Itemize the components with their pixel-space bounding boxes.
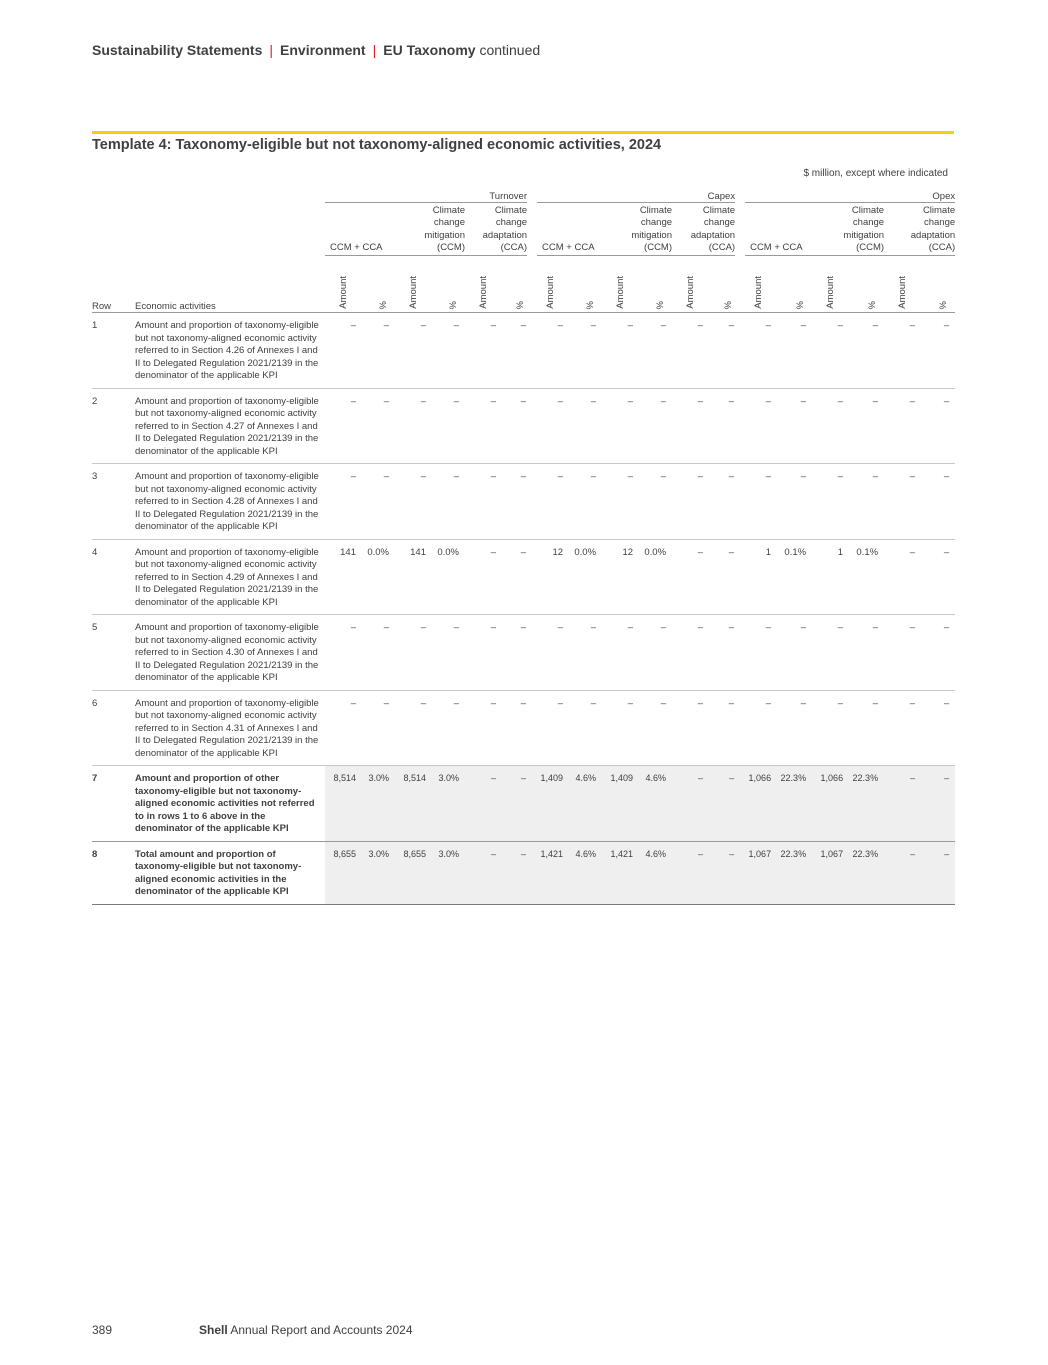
section-divider (92, 131, 954, 134)
cell-amount: – (740, 313, 777, 389)
cell-percent: – (502, 766, 532, 842)
sub-header-ccm-cca: CCM + CCA (740, 203, 812, 256)
col-header-pct: % (432, 256, 465, 313)
cell-amount: – (812, 464, 849, 540)
table-row (92, 539, 955, 615)
cell-amount: 1,066 (740, 766, 777, 842)
cell-amount: – (884, 615, 921, 691)
cell-amount: – (740, 464, 777, 540)
cell-percent: 4.6% (569, 841, 602, 904)
cell-amount: 1,421 (532, 841, 569, 904)
table-title: Template 4: Taxonomy-eligible but not taxonomy-aligned economic activities, 2024 (92, 137, 662, 153)
cell-percent: – (639, 690, 672, 766)
col-header-pct: % (502, 256, 532, 313)
row-number: 8 (92, 841, 124, 904)
col-header-amount: Amount (465, 256, 502, 313)
sub-header-ccm-cca: CCM + CCA (325, 203, 395, 256)
cell-percent: 0.0% (569, 539, 602, 615)
cell-percent: – (849, 464, 884, 540)
cell-amount: – (884, 388, 921, 464)
cell-percent: 3.0% (432, 766, 465, 842)
cell-amount: – (532, 690, 569, 766)
cell-percent: – (921, 539, 955, 615)
cell-amount: – (812, 313, 849, 389)
breadcrumb (92, 42, 540, 58)
cell-amount: – (672, 464, 709, 540)
cell-amount: – (672, 690, 709, 766)
cell-amount: – (532, 464, 569, 540)
cell-amount: – (602, 615, 639, 691)
col-header-amount: Amount (395, 256, 432, 313)
breadcrumb-sustainability-link[interactable]: Sustainability Statements (92, 42, 263, 58)
cell-percent: 4.6% (569, 766, 602, 842)
cell-amount: – (465, 464, 502, 540)
cell-amount: – (672, 615, 709, 691)
cell-percent: – (777, 388, 812, 464)
group-header-opex: Opex (740, 190, 955, 203)
col-header-pct: % (569, 256, 602, 313)
cell-amount: – (672, 766, 709, 842)
taxonomy-table (92, 190, 955, 905)
cell-amount: – (325, 464, 362, 540)
cell-percent: – (432, 464, 465, 540)
cell-percent: – (639, 615, 672, 691)
cell-amount: – (884, 766, 921, 842)
cell-amount: – (465, 766, 502, 842)
cell-amount: – (325, 313, 362, 389)
cell-amount: – (812, 615, 849, 691)
cell-percent: – (502, 313, 532, 389)
cell-percent: 22.3% (849, 841, 884, 904)
row-number: 6 (92, 690, 124, 766)
row-number: 5 (92, 615, 124, 691)
cell-amount: – (672, 539, 709, 615)
cell-amount: 1,409 (532, 766, 569, 842)
sub-header-ccm-cca: CCM + CCA (532, 203, 602, 256)
cell-percent: – (362, 313, 395, 389)
cell-percent: – (849, 313, 884, 389)
cell-amount: 1,066 (812, 766, 849, 842)
cell-amount: – (602, 690, 639, 766)
cell-percent: – (709, 464, 740, 540)
row-activity-description: Amount and proportion of taxonomy-eligible but not taxonomy-aligned economic activity referred to in Section 4.31 of Annexes I and II to Delegated Regulation 2021/2139 in the denominator of the applicable KPI (124, 690, 325, 766)
cell-percent: – (569, 313, 602, 389)
cell-percent: – (709, 539, 740, 615)
page-number: 389 (92, 1323, 113, 1337)
cell-percent: 3.0% (432, 841, 465, 904)
cell-percent: – (639, 313, 672, 389)
col-header-row: Row (92, 256, 124, 313)
col-header-pct: % (709, 256, 740, 313)
cell-amount: – (465, 615, 502, 691)
col-header-amount: Amount (532, 256, 569, 313)
cell-amount: 8,655 (395, 841, 432, 904)
cell-percent: – (921, 841, 955, 904)
breadcrumb-continued: continued (479, 42, 541, 58)
row-number: 2 (92, 388, 124, 464)
cell-percent: – (569, 690, 602, 766)
cell-amount: – (532, 313, 569, 389)
row-activity-description: Amount and proportion of taxonomy-eligible but not taxonomy-aligned economic activity referred to in Section 4.29 of Annexes I and II to Delegated Regulation 2021/2139 in the denominator of the applicable KPI (124, 539, 325, 615)
table-row (92, 841, 955, 904)
cell-percent: 3.0% (362, 766, 395, 842)
cell-percent: – (921, 388, 955, 464)
cell-percent: – (502, 841, 532, 904)
col-header-pct: % (849, 256, 884, 313)
cell-percent: 22.3% (777, 766, 812, 842)
cell-percent: – (432, 388, 465, 464)
cell-percent: – (639, 388, 672, 464)
cell-amount: – (465, 388, 502, 464)
cell-amount: 8,655 (325, 841, 362, 904)
table-row (92, 690, 955, 766)
cell-percent: – (849, 615, 884, 691)
cell-percent: – (921, 464, 955, 540)
cell-amount: – (395, 464, 432, 540)
table-row (92, 615, 955, 691)
page-footer (92, 1323, 413, 1337)
cell-percent: – (777, 690, 812, 766)
cell-percent: – (921, 766, 955, 842)
breadcrumb-separator: | (269, 42, 274, 58)
cell-amount: 1 (812, 539, 849, 615)
row-activity-description: Amount and proportion of taxonomy-eligible but not taxonomy-aligned economic activity referred to in Section 4.28 of Annexes I and II to Delegated Regulation 2021/2139 in the denominator of the applicable KPI (124, 464, 325, 540)
cell-amount: – (884, 313, 921, 389)
cell-percent: 0.0% (432, 539, 465, 615)
cell-amount: 1,067 (740, 841, 777, 904)
breadcrumb-separator: | (372, 42, 377, 58)
row-number: 4 (92, 539, 124, 615)
cell-amount: – (884, 841, 921, 904)
cell-percent: – (432, 615, 465, 691)
cell-percent: 4.6% (639, 841, 672, 904)
cell-percent: – (502, 388, 532, 464)
cell-percent: – (569, 464, 602, 540)
cell-percent: – (639, 464, 672, 540)
row-number: 7 (92, 766, 124, 842)
cell-percent: – (709, 313, 740, 389)
col-header-amount: Amount (740, 256, 777, 313)
cell-amount: 1 (740, 539, 777, 615)
cell-amount: – (884, 464, 921, 540)
col-header-amount: Amount (884, 256, 921, 313)
cell-percent: 3.0% (362, 841, 395, 904)
cell-percent: 22.3% (849, 766, 884, 842)
cell-percent: 0.1% (849, 539, 884, 615)
cell-amount: – (812, 690, 849, 766)
row-number: 3 (92, 464, 124, 540)
cell-amount: – (465, 841, 502, 904)
cell-amount: – (325, 615, 362, 691)
col-header-pct: % (777, 256, 812, 313)
cell-amount: – (395, 615, 432, 691)
cell-amount: – (325, 388, 362, 464)
cell-percent: – (502, 464, 532, 540)
cell-percent: – (777, 615, 812, 691)
cell-amount: – (740, 690, 777, 766)
breadcrumb-eu-taxonomy-link[interactable]: EU Taxonomy (383, 42, 476, 58)
cell-amount: 1,421 (602, 841, 639, 904)
table-row (92, 766, 955, 842)
col-header-pct: % (639, 256, 672, 313)
sub-header-row (92, 203, 955, 256)
col-header-amount: Amount (602, 256, 639, 313)
breadcrumb-environment-link[interactable]: Environment (280, 42, 366, 58)
cell-percent: – (362, 464, 395, 540)
cell-amount: 141 (395, 539, 432, 615)
cell-percent: – (502, 539, 532, 615)
cell-percent: – (777, 464, 812, 540)
cell-amount: – (672, 388, 709, 464)
cell-percent: – (709, 690, 740, 766)
row-activity-description: Amount and proportion of taxonomy-eligible but not taxonomy-aligned economic activity referred to in Section 4.30 of Annexes I and II to Delegated Regulation 2021/2139 in the denominator of the applicable KPI (124, 615, 325, 691)
footer-brand: Shell (199, 1323, 228, 1337)
sub-header-cca: Climate change adaptation (CCA) (465, 203, 532, 256)
cell-amount: – (884, 690, 921, 766)
cell-percent: – (777, 313, 812, 389)
row-activity-description: Amount and proportion of other taxonomy-eligible but not taxonomy-aligned economic activities not referred to in rows 1 to 6 above in the denominator of the applicable KPI (124, 766, 325, 842)
cell-amount: 1,409 (602, 766, 639, 842)
cell-percent: – (921, 690, 955, 766)
row-activity-description: Amount and proportion of taxonomy-eligible but not taxonomy-aligned economic activity referred to in Section 4.27 of Annexes I and II to Delegated Regulation 2021/2139 in the denominator of the applicable KPI (124, 388, 325, 464)
cell-percent: 0.1% (777, 539, 812, 615)
cell-amount: – (602, 388, 639, 464)
cell-percent: 22.3% (777, 841, 812, 904)
cell-percent: – (362, 388, 395, 464)
cell-amount: – (740, 388, 777, 464)
cell-percent: – (569, 615, 602, 691)
col-header-amount: Amount (812, 256, 849, 313)
cell-percent: – (709, 766, 740, 842)
cell-percent: – (569, 388, 602, 464)
cell-percent: – (432, 690, 465, 766)
cell-amount: – (465, 313, 502, 389)
cell-percent: 0.0% (639, 539, 672, 615)
footer-report-title: Annual Report and Accounts 2024 (230, 1323, 413, 1337)
cell-amount: 12 (602, 539, 639, 615)
table-body (92, 313, 955, 905)
cell-percent: – (502, 615, 532, 691)
cell-percent: – (362, 615, 395, 691)
cell-amount: – (672, 841, 709, 904)
unit-note: $ million, except where indicated (803, 168, 948, 179)
sub-header-ccm: Climate change mitigation (CCM) (812, 203, 884, 256)
cell-percent: – (849, 388, 884, 464)
cell-amount: 141 (325, 539, 362, 615)
row-number: 1 (92, 313, 124, 389)
table-row (92, 388, 955, 464)
table-row (92, 313, 955, 389)
cell-percent: – (432, 313, 465, 389)
cell-amount: – (465, 690, 502, 766)
cell-amount: – (325, 690, 362, 766)
col-header-amount: Amount (325, 256, 362, 313)
row-activity-description: Total amount and proportion of taxonomy-eligible but not taxonomy-aligned economic activities in the denominator of the applicable KPI (124, 841, 325, 904)
sub-header-cca: Climate change adaptation (CCA) (672, 203, 740, 256)
cell-percent: – (709, 388, 740, 464)
cell-amount: 8,514 (325, 766, 362, 842)
cell-amount: – (602, 313, 639, 389)
cell-percent: – (502, 690, 532, 766)
cell-percent: 0.0% (362, 539, 395, 615)
sub-header-cca: Climate change adaptation (CCA) (884, 203, 955, 256)
group-header-turnover: Turnover (325, 190, 532, 203)
table-row (92, 464, 955, 540)
cell-percent: 4.6% (639, 766, 672, 842)
cell-amount: – (812, 388, 849, 464)
cell-amount: – (395, 388, 432, 464)
cell-amount: – (532, 615, 569, 691)
cell-amount: 1,067 (812, 841, 849, 904)
cell-amount: – (465, 539, 502, 615)
group-header-capex: Capex (532, 190, 740, 203)
row-activity-description: Amount and proportion of taxonomy-eligible but not taxonomy-aligned economic activity referred to in Section 4.26 of Annexes I and II to Delegated Regulation 2021/2139 in the denominator of the applicable KPI (124, 313, 325, 389)
cell-percent: – (921, 313, 955, 389)
cell-amount: – (884, 539, 921, 615)
cell-amount: – (395, 313, 432, 389)
col-header-pct: % (921, 256, 955, 313)
cell-percent: – (709, 841, 740, 904)
cell-percent: – (362, 690, 395, 766)
cell-amount: – (395, 690, 432, 766)
col-header-amount: Amount (672, 256, 709, 313)
sub-header-ccm: Climate change mitigation (CCM) (395, 203, 465, 256)
cell-amount: – (672, 313, 709, 389)
cell-amount: – (602, 464, 639, 540)
cell-amount: 12 (532, 539, 569, 615)
cell-amount: – (740, 615, 777, 691)
col-header-activity: Economic activities (124, 256, 325, 313)
cell-amount: 8,514 (395, 766, 432, 842)
cell-percent: – (849, 690, 884, 766)
cell-percent: – (921, 615, 955, 691)
cell-percent: – (709, 615, 740, 691)
col-header-pct: % (362, 256, 395, 313)
cell-amount: – (532, 388, 569, 464)
column-header-row (92, 256, 955, 313)
sub-header-ccm: Climate change mitigation (CCM) (602, 203, 672, 256)
